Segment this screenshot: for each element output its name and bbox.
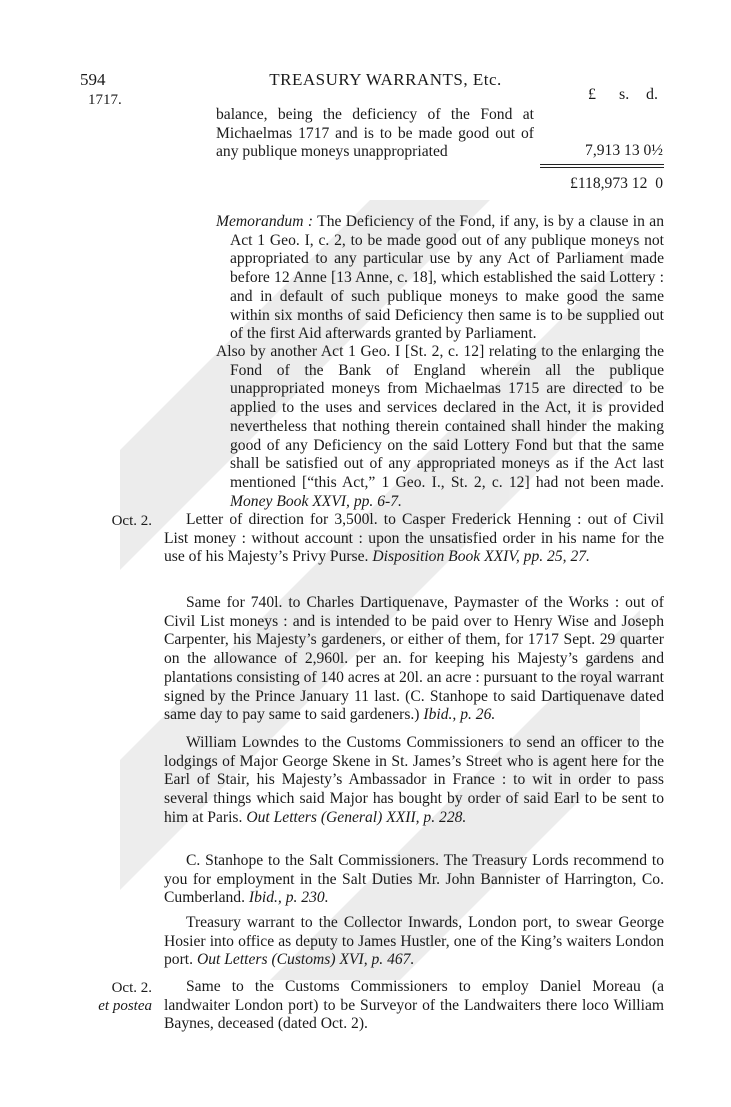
memorandum-text-2: Also by another Act 1 Geo. I [St. 2, c. 12] relating to the enlarging the Fond of the Bank of England wherein all the publique unappropriated moneys from Michaelmas 1715 are directed to be applied to the uses and services declared in the Act, it is provided nevertheless that nothing therein contained shall hinder the making good of any Deficiency on the said Lottery Fond but that the same shall be satisfied out of any appropriated moneys as if the Act last mentioned [“this Act,” 1 Geo. I., St. 2, c. 12] had not been made.: [216, 343, 664, 491]
entry-6-date: Oct. 2.: [111, 980, 152, 996]
pounds-heading: £: [588, 86, 596, 103]
entry-1-text: Letter of direction for 3,500l. to Casper Frederick Henning : out of Civil List money : without account : upon the unsatisfied order in his name for the use of his Majesty’s Privy Purse.: [164, 511, 664, 566]
sum-rule-top: [540, 164, 664, 165]
entry-2-text: Same for 740l. to Charles Dartiquenave, Paymaster of the Works : out of Civil List moneys : and is intended to be paid over to Henry Wise and Joseph Carpenter, his Majesty’s gardeners, or either of them, for 1717 Sept. 29 quarter on the allowance of 2,960l. per an. for keeping his Majesty’s gardens and plantations consisting of 140 acres at 20l. an acre : pursuant to the royal warrant signed by the Prince January 11 last. (C. Stanhope to said Dartiquenave dated same day to pay same to said gardeners.): [164, 594, 664, 724]
memorandum-label: Memorandum :: [216, 213, 314, 230]
entry-1: [164, 511, 664, 567]
entry-6: [164, 978, 664, 1034]
balance-text: balance, being the deficiency of the Fond at Michaelmas 1717 and is to be made good out of any publique moneys unappropriated: [216, 106, 534, 161]
entry-4-text: C. Stanhope to the Salt Commissioners. The Treasury Lords recommend to you for employment in the Salt Duties Mr. John Bannister of Harrington, Co. Cumberland.: [164, 852, 664, 907]
entry-5-reference: Out Letters (Customs) XVI, p. 467.: [196, 951, 415, 969]
entry-1-reference: Disposition Book XXIV, pp. 25, 27.: [372, 548, 590, 566]
sum-rule-bottom: [540, 167, 664, 168]
running-title: TREASURY WARRANTS, Etc.: [269, 70, 502, 89]
memorandum-text-1: The Deficiency of the Fond, if any, is by a clause in an Act 1 Geo. I, c. 2, to be made good out of any publique moneys not appropriated to any particular use by any Act of Parliament made before 12 Anne [13 Anne, c. 18], which established the said Lottery : and in default of such publique moneys to make good the same within six months of said Deficiency then same is to be supplied out of the first Aid afterwards granted by Parliament.: [230, 213, 665, 343]
entry-3-text: William Lowndes to the Customs Commissioners to send an officer to the lodgings of Major George Skene in St. James’s Street who is agent here for the Earl of Stair, his Majesty’s Ambassador in France : to wit in order to pass several things which said Major has bought by order of said Earl to be sent to him at Paris.: [164, 734, 664, 826]
pence-heading: d.: [646, 86, 658, 103]
memorandum-paragraph-1: [216, 213, 664, 344]
entry-2-reference: Ibid., p. 26.: [423, 706, 496, 724]
entry-4: [164, 852, 664, 908]
entry-1-date: Oct. 2.: [111, 513, 152, 529]
total-amount: £118,973 12 0: [570, 175, 663, 192]
memorandum-paragraph-2: [216, 343, 664, 511]
entry-3: [164, 734, 664, 828]
entry-3-reference: Out Letters (General) XXII, p. 228.: [246, 808, 467, 826]
entry-6-text: Same to the Customs Commissioners to employ Daniel Moreau (a landwaiter London port) to be Surveyor of the Landwaiters there loco William Baynes, deceased (dated Oct. 2).: [164, 978, 664, 1033]
margin-year: 1717.: [88, 92, 122, 108]
entry-5-text: Treasury warrant to the Collector Inwards, London port, to swear George Hosier into office as deputy to James Hustler, one of the King’s waiters London port.: [164, 914, 664, 969]
balance-amount: 7,913 13 0½: [585, 142, 663, 159]
entry-2: [164, 594, 664, 725]
entry-4-reference: Ibid., p. 230.: [248, 889, 329, 907]
entry-6-date-note: et postea: [98, 998, 152, 1014]
entry-5: [164, 914, 664, 970]
page-number: 594: [80, 70, 106, 89]
memorandum-reference: Money Book XXVI, pp. 6-7.: [230, 492, 402, 510]
shillings-heading: s.: [619, 86, 630, 103]
